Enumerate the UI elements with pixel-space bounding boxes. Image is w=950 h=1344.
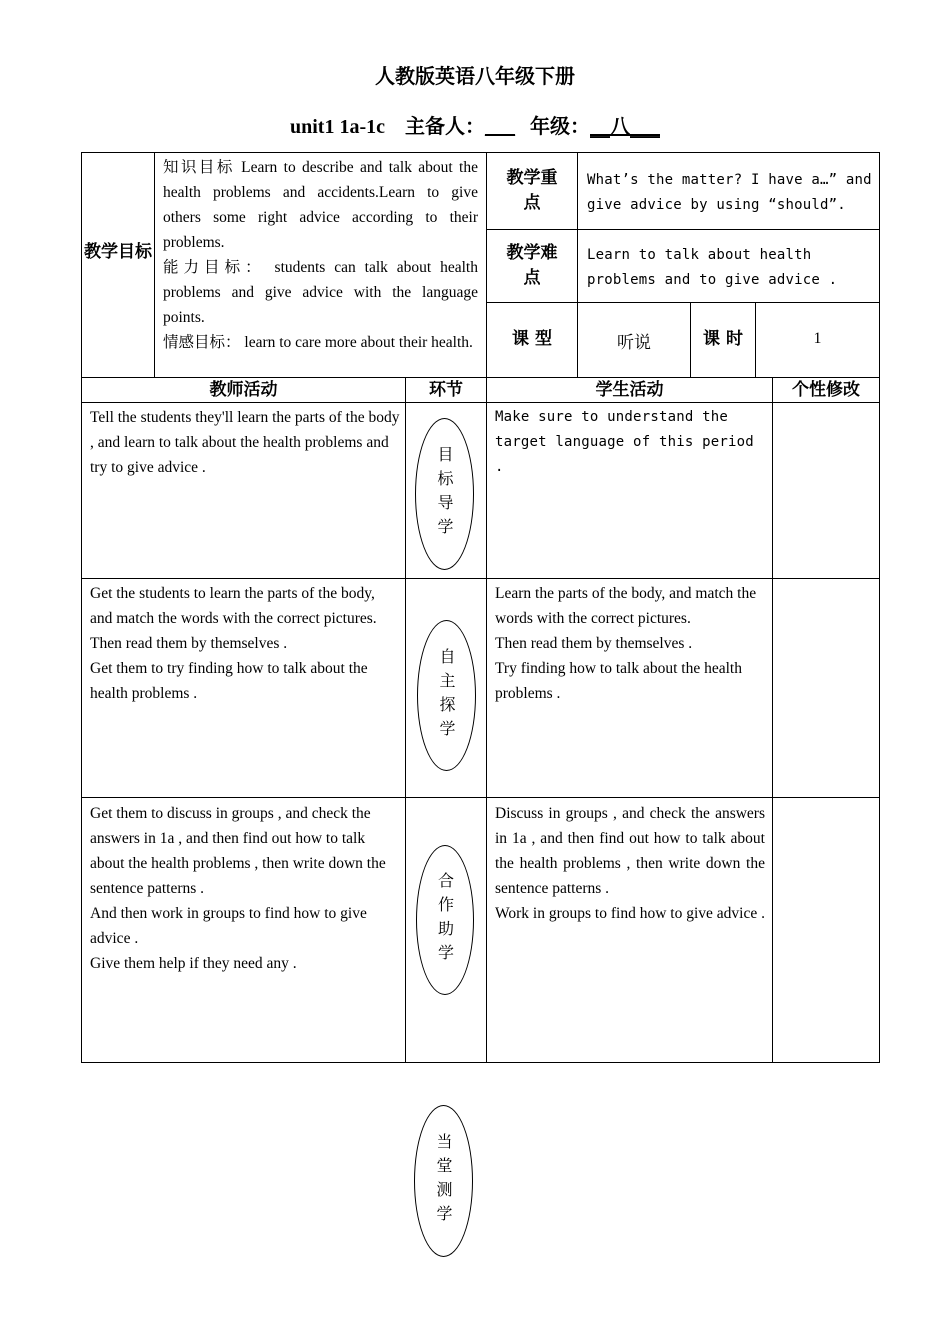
row2-stage-oval <box>417 620 476 771</box>
key-point-text: What’s the matter? I have a…” and give advice by using “should”. <box>587 172 872 213</box>
col-stage-header: 环节 <box>429 380 463 400</box>
key-point-label: 教学重点 <box>506 168 558 213</box>
objectives-text <box>163 155 478 355</box>
grade-label: 年级： <box>530 114 590 138</box>
row2-stage: 自主探学 <box>437 647 456 744</box>
row1-stage-oval <box>415 418 474 570</box>
lesson-hours-label: 课 时 <box>703 329 743 349</box>
objectives-label: 教学目标 <box>84 242 152 262</box>
preparer-value: ___ <box>485 116 515 138</box>
emotion-text: learn to care more about their health. <box>244 334 473 351</box>
lesson-type-value: 听说 <box>617 333 651 353</box>
row3-stage: 合作助学 <box>435 872 455 968</box>
grade-value: __八___ <box>590 114 660 138</box>
preparer-label: 主备人： <box>405 114 485 138</box>
knowledge-text: Learn to describe and talk about the health problems and accidents.Learn to give others some right advice according to their problems. <box>163 159 478 251</box>
row3-student: Discuss in groups , and check the answers in 1a , and then find out how to talk about the health problems , then write down the sentence patterns . Work in groups to find how to give advice . <box>495 805 765 922</box>
lesson-hours-value: 1 <box>813 330 822 347</box>
difficulty-label: 教学难点 <box>506 243 558 288</box>
col-teacher-header: 教师活动 <box>209 380 278 400</box>
row2-teacher: Get the students to learn the parts of the body, and match the words with the correct pictures. Then read them by themselves . Get them to try finding how to talk about the health problems . <box>90 585 377 702</box>
row1-stage: 目标导学 <box>435 446 454 542</box>
extra-stage-oval <box>414 1105 473 1257</box>
extra-stage: 当堂测学 <box>434 1133 453 1229</box>
row2-student: Learn the parts of the body, and match the words with the correct pictures. Then read them by themselves . Try finding how to talk about the health problems . <box>495 585 757 702</box>
subtitle-line <box>0 110 950 139</box>
row3-teacher: Get them to discuss in groups , and check the answers in 1a , and then find out how to talk about the health problems , then write down the sentence patterns . And then work in groups to find how to give advice . Give them help if they need any . <box>90 805 386 972</box>
col-student-header: 学生活动 <box>595 380 664 400</box>
row1-teacher: Tell the students they'll learn the parts of the body , and learn to talk about the health problems and try to give advice . <box>90 409 400 476</box>
ability-label: 能力目标： <box>163 258 266 276</box>
unit-label: unit1 1a-1c <box>290 116 385 138</box>
lesson-type-label: 课 型 <box>512 329 552 349</box>
col-modify-header: 个性修改 <box>792 380 860 400</box>
emotion-label: 情感目标： <box>163 333 241 351</box>
knowledge-label: 知识目标 <box>163 158 235 176</box>
page-title: 人教版英语八年级下册 <box>375 64 575 88</box>
ability-text: students can talk about health problems and give advice with the language points. <box>163 259 478 326</box>
row1-student: Make sure to understand the target language of this period . <box>495 409 754 475</box>
difficulty-text: Learn to talk about health problems and to give advice . <box>587 247 838 288</box>
row3-stage-oval <box>416 845 474 995</box>
